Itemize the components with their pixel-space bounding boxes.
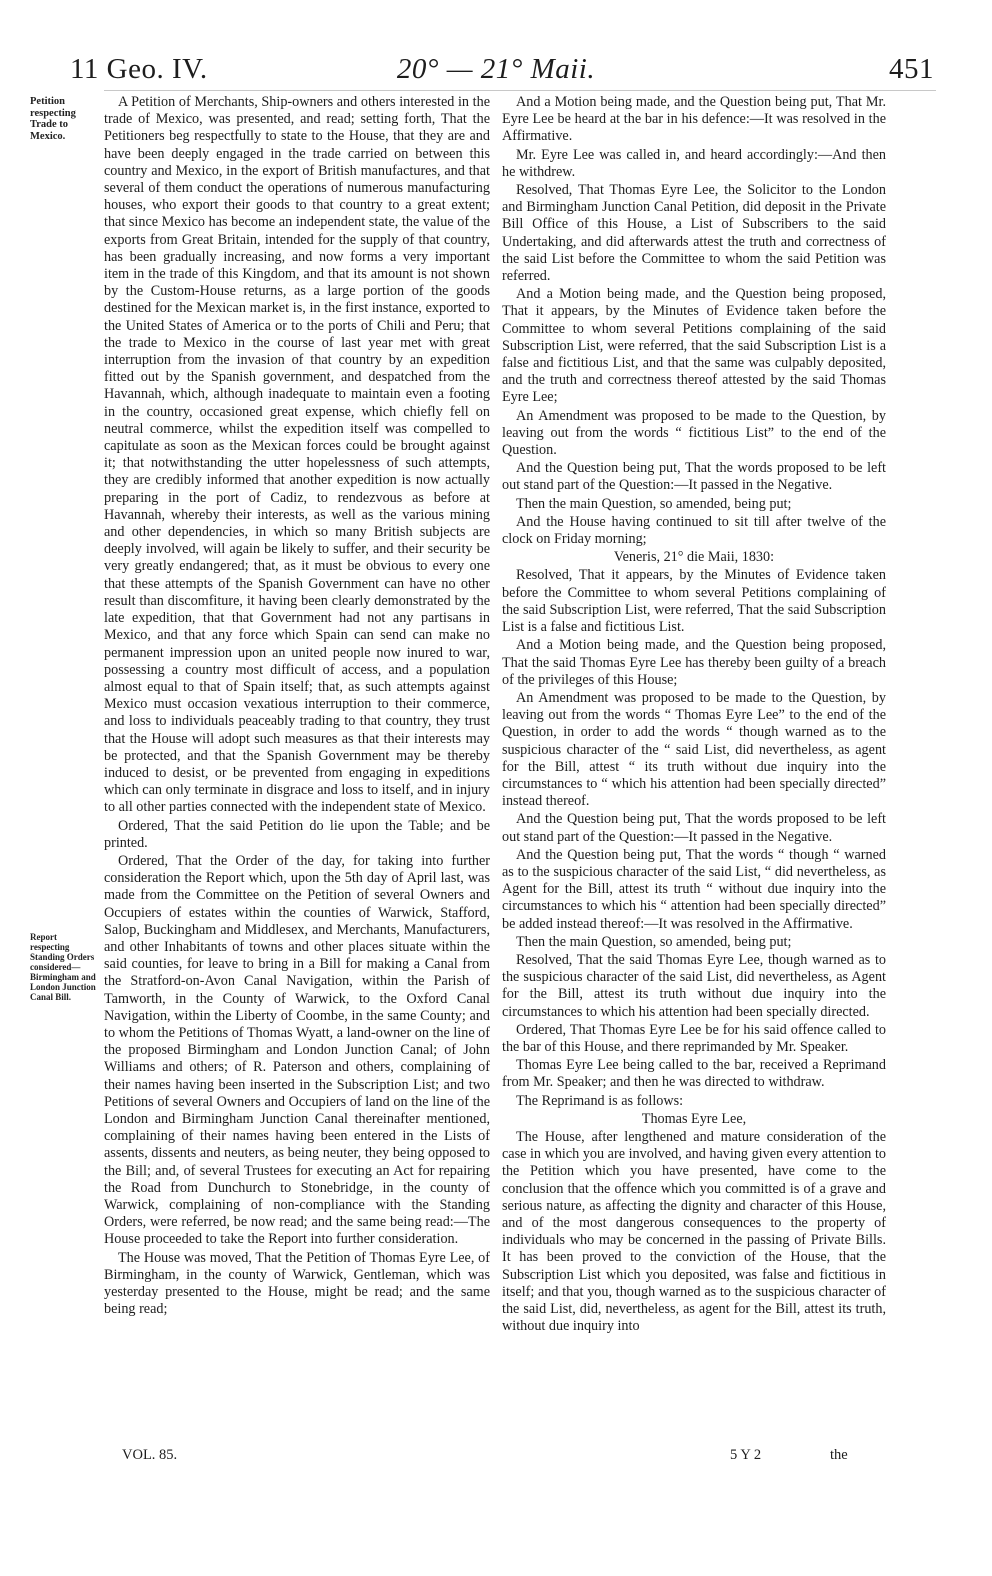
paragraph-amendment-fictitious: An Amendment was proposed to be made to the Question, by leaving out from the words “ fictitious List” to the end of the Question. (502, 407, 886, 459)
paragraph-reprimand-text: The House, after lengthened and mature consideration of the case in which you are involved, and having given every attention to the Petition which you have presented, have come to the conclusion that the offence which you committed is of a grave and serious nature, as affecting the dignity and character of this House, and of the most dangerous consequences to the property of individuals who may be concerned in the passing of Private Bills. It has been proved to the conviction of the House, that the Subscription List which you deposited, was false and fictitious in itself; and that you, though warned as to the suspicious character of the said List, did, nevertheless, as agent for the Bill, attest its truth, without due inquiry into (502, 1128, 886, 1335)
running-head-regnal-year: 11 Geo. IV. (70, 53, 208, 85)
paragraph-ordered-table: Ordered, That the said Petition do lie upon the Table; and be printed. (104, 817, 490, 851)
margin-note-petition: Petition respecting Trade to Mexico. (30, 96, 76, 142)
paragraph-motion-breach: And a Motion being made, and the Question being proposed, That the said Thomas Eyre Lee has thereby been guilty of a breach of the privileges of this House; (502, 637, 886, 688)
paragraph-house-moved: The House was moved, That the Petition of Thomas Eyre Lee, of Birmingham, in the county of Warwick, Gentleman, which was yesterday presented to the House, might be read; and the same being read; (104, 1249, 490, 1318)
paragraph-called-in: Mr. Eyre Lee was called in, and heard accordingly:—And then he withdrew. (502, 146, 886, 180)
paragraph-ordered-reprimand: Ordered, That Thomas Eyre Lee be for his said offence called to the bar of this House, and there reprimanded by Mr. Speaker. (502, 1021, 886, 1055)
paragraph-resolved-solicitor: Resolved, That Thomas Eyre Lee, the Solicitor to the London and Birmingham Junction Canal Petition, did deposit in the Private Bill Office of this House, a List of Subscribers to the said Undertaking, and did afterwards attest the truth and correctness of the said List before the Committee to whom the said Petition was referred. (502, 182, 886, 285)
paragraph-reprimand-follows: The Reprimand is as follows: (516, 1092, 684, 1109)
left-column (104, 94, 490, 1319)
footer-signature: 5 Y 2 (730, 1447, 762, 1463)
margin-note-report: Report respecting Standing Orders considered—Birmingham and London Junction Canal Bill. (30, 932, 96, 1002)
header-rule (104, 90, 936, 91)
paragraph-called-to-bar: Thomas Eyre Lee being called to the bar, received a Reprimand from Mr. Speaker; and then he was directed to withdraw. (502, 1057, 886, 1091)
paragraph-ordered-report: Ordered, That the Order of the day, for taking into further consideration the Report which, upon the 5th day of April last, was made from the Committee on the Petition of several Owners and Occupiers of estates within the counties of Warwick, Stafford, Salop, Buckingham and Middlesex, and Merchants, Manufacturers, and other Inhabitants of towns and other places situate within the said counties, for leave to bring in a Bill for making a Canal from the Stratford-on-Avon Canal Navigation, within the Parish of Tamworth, in the County of Warwick, to the Oxford Canal Navigation, within the Liberty of Coombe, in the same County; and to whom the Petitions of Thomas Wyatt, a land-owner on the line of the proposed Birmingham and London Junction Canal; of John Williams and others; of R. Paterson and others, complaining of their names having been inserted in the Subscription List; and two Petitions of several Owners and Occupiers of land on the line of the London and Birmingham Junction Canal thereinafter mentioned, complaining of their names having been entered in the Lists of assents, dissents and neuters, as being neuter, they being opposed to the Bill; and, of several Trustees for executing an Act for repairing the Road from Dunchurch to Stonebridge, in the county of Warwick, complaining of non-compliance with the Standing Orders, were referred, be now read; and the same being read:—The House proceeded to take the Report into further consideration. (104, 852, 490, 1248)
paragraph-question-negative-2: And the Question being put, That the words proposed to be left out stand part of the Question:—It passed in the Negative. (502, 811, 886, 845)
date-heading-veneris: Veneris, 21° die Maii, 1830: (613, 549, 775, 566)
paragraph-question-negative: And the Question being put, That the words proposed to be left out stand part of the Question:—It passed in the Negative. (502, 460, 886, 494)
paragraph-amendment-words: An Amendment was proposed to be made to the Question, by leaving out from the words “ Thomas Eyre Lee” to the end of the Question, in order to add the words “ though warned as to the suspicious character of the “ said List, did nevertheless, as agent for the Bill, attest “ its truth without due inquiry into the circumstances to “ which his attention had been specially directed” instead thereof. (502, 689, 886, 810)
paragraph-resolved-false-list: Resolved, That it appears, by the Minutes of Evidence taken before the Committee to whom several Petitions complaining of the said Subscription List, were referred, That the said Subscription List is a false and fictitious List. (502, 567, 886, 636)
paragraph-petition-mexico: A Petition of Merchants, Ship-owners and others interested in the trade of Mexico, was presented, and read; setting forth, That the Petitioners beg respectfully to state to the House, that they are and have been deeply engaged in the trade carried on between this country and Mexico, in the export of British manufactures, and that several of them conduct the operations of numerous manufacturing houses, who export their goods to that country to a great extent; that since Mexico has become an independent state, the value of the exports from Great Britain, intended for the supply of that country, has been gradually increasing, and now forms a very important item in the trade of this Kingdom, and that its amount is not shown by the Custom-House returns, as a large portion of the goods destined for the Mexican market is, in the first instance, exported to the United States of America or to the ports of Chili and Peru; that the trade to Mexico in the course of last year met with great interruption from the invasion of that country by an expedition fitted out by the Spanish government, and despatched from the Havannah, which, although inadequate to maintain even a footing in the country, occasioned great expense, which chiefly fell on neutral commerce, whilst the expedition itself was compelled to capitulate as soon as the Mexican forces could be brought against it; that notwithstanding the utter hopelessness of such attempts, they are credibly informed that another expedition is now actually preparing in the port of Cadiz, to rendezvous as before at Havannah, whereby their interests, as well as the various mining and other dependencies, in which so many British subjects are deeply involved, will again be likely to suffer, and their security be very greatly endangered; that, as it must be obvious to every one that these attempts of the Spanish Government can have no other result than discomfiture, it having been clearly demonstrated by the late expedition, that that Government had not any partisans in Mexico, and that any force which Spain can send can make no permanent impression upon an united people now inured to war, possessing a country most difficult of access, and a population almost equal to that of Spain itself; that, as such attempts against Mexico must occasion vexatious interruption to their commerce, and loss to individuals peaceably trading to that country, they trust that the House will adopt such measures as that their interests may be protected, and that the Spanish Government may be thereby induced to desist, or be prevented from engaging in expeditions which can only terminate in disgrace and loss to itself, and in injury to all other parties connected with the independent state of Mexico. (104, 94, 490, 816)
footer-catchword: the (830, 1447, 848, 1463)
right-column (502, 94, 886, 1336)
paragraph-main-question-2: Then the main Question, so amended, being put; (516, 933, 792, 950)
running-head-dates: 20° — 21° Maii. (396, 53, 596, 85)
paragraph-motion-heard: And a Motion being made, and the Question being put, That Mr. Eyre Lee be heard at the bar in his defence:—It was resolved in the Affirmative. (502, 94, 886, 145)
paragraph-question-affirmative: And the Question being put, That the words “ though “ warned as to the suspicious character of the said List, “ did nevertheless, as Agent for the Bill, attest its truth “ without due inquiry into the circumstances to which his “ attention had been specially directed” be added instead thereof:—It was resolved in the Affirmative. (502, 846, 886, 932)
page-number: 451 (889, 53, 934, 85)
paragraph-resolved-warned: Resolved, That the said Thomas Eyre Lee, though warned as to the suspicious character of the said List, did nevertheless, as Agent for the Bill, attest its truth without due inquiry into the circumstances to which his attention had been specially directed. (502, 951, 886, 1020)
paragraph-main-question: Then the main Question, so amended, being put; (516, 495, 792, 512)
reprimand-salutation: Thomas Eyre Lee, (641, 1110, 747, 1127)
paragraph-sat-till-friday: And the House having continued to sit till after twelve of the clock on Friday morning; (502, 513, 886, 548)
footer-volume: VOL. 85. (122, 1447, 178, 1463)
paragraph-motion-evidence: And a Motion being made, and the Question being proposed, That it appears, by the Minutes of Evidence taken before the Committee to whom several Petitions complaining of the said Subscription List, were referred, that the said Subscription List is a false and fictitious List, and that the same was culpably deposited, and the truth and correctness thereof attested by the said Thomas Eyre Lee; (502, 286, 886, 406)
